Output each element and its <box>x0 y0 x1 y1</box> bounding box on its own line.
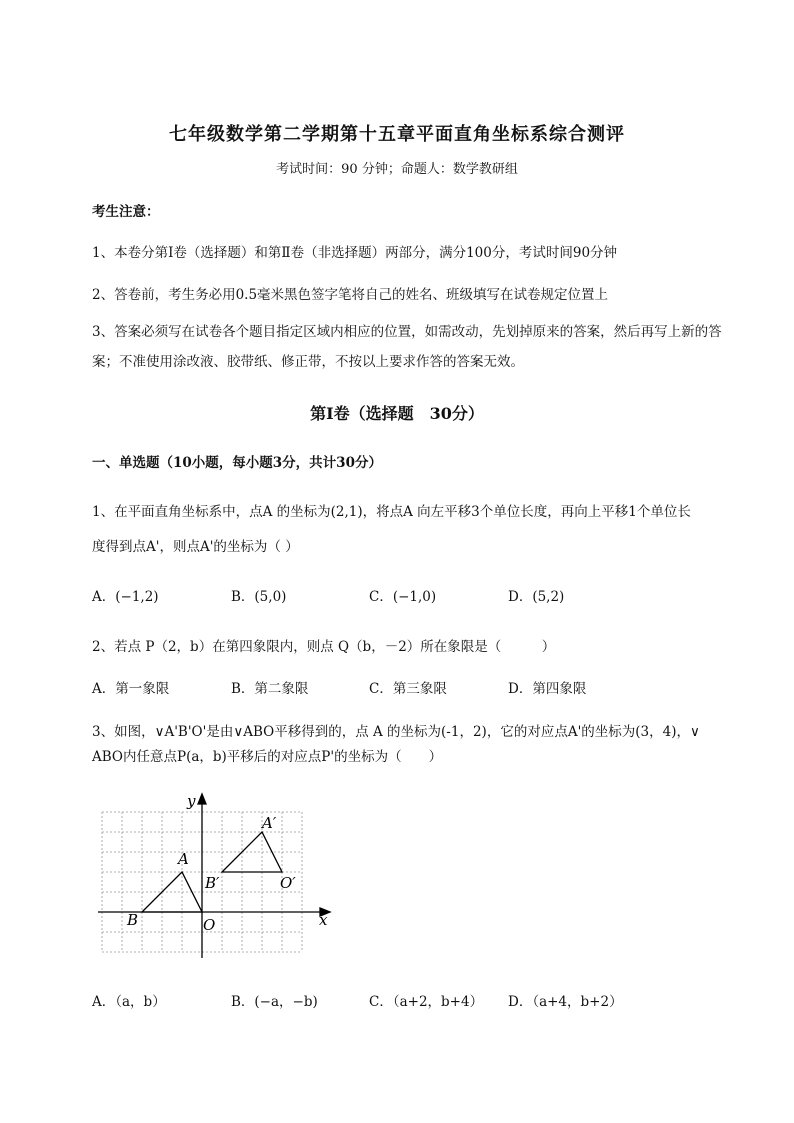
point-B-prime-label: B′ <box>205 874 220 892</box>
q2-option-d: D．第四象限 <box>508 681 587 697</box>
question-3-line-2: ABO内任意点P(a，b)平移后的对应点P'的坐标为（ ） <box>92 749 443 765</box>
q3-option-a: A．（a，b） <box>92 994 166 1010</box>
y-axis-arrow <box>198 794 206 804</box>
note-item-3: 3、答案必须写在试卷各个题目指定区域内相应的位置，如需改动，先划掉原来的答案，然后再写上新的答案；不准使用涂改液、胶带纸、修正带，不按以上要求作答的答案无效。 <box>92 324 722 370</box>
point-B-label: B <box>127 911 139 929</box>
q3-option-b: B．(−a，−b) <box>231 994 318 1010</box>
part-heading: 一、单选题（10小题，每小题3分，共计30分） <box>92 455 382 471</box>
q3-option-d: D．（a+4，b+2） <box>508 994 623 1010</box>
point-A-label: A <box>178 850 189 868</box>
point-A-prime-label: A′ <box>262 814 277 832</box>
point-O-prime-label: O′ <box>280 874 296 892</box>
origin-label: O <box>203 916 216 934</box>
exam-title: 七年级数学第二学期第十五章平面直角坐标系综合测评 <box>169 124 625 145</box>
y-axis-label: y <box>187 792 196 810</box>
q1-option-b: B．(5,0) <box>231 589 287 605</box>
question-2-text: 2、若点 P（2，b）在第四象限内，则点 Q（b，－2）所在象限是（ ） <box>92 639 556 655</box>
exam-subtitle: 考试时间：90 分钟；命题人：数学教研组 <box>276 162 518 177</box>
note-item-1: 1、本卷分第Ⅰ卷（选择题）和第Ⅱ卷（非选择题）两部分，满分100分，考试时间90分钟 <box>92 245 618 261</box>
q3-option-c: C．（a+2，b+4） <box>369 994 484 1010</box>
question-1-line-2: 度得到点A'，则点A'的坐标为（ ） <box>92 539 299 555</box>
q2-option-b: B．第二象限 <box>231 681 309 697</box>
question-1-line-1: 1、在平面直角坐标系中，点A 的坐标为(2,1)，将点A 向左平移3个单位长度，再向上平移1个单位长 <box>92 504 691 520</box>
q1-option-c: C．(−1,0) <box>369 589 437 605</box>
notes-heading: 考生注意： <box>92 204 160 220</box>
q1-option-d: D．(5,2) <box>508 589 565 605</box>
q2-option-c: C．第三象限 <box>369 681 447 697</box>
q1-option-a: A．(−1,2) <box>92 589 159 605</box>
q2-option-a: A．第一象限 <box>92 681 170 697</box>
question-3-line-1: 3、如图，∨A'B'O'是由∨ABO平移得到的，点 A 的坐标为(-1，2)，它的对应点A'的坐标为(3，4)，∨ <box>92 724 700 740</box>
section-title: 第Ⅰ卷（选择题 30分） <box>310 404 484 423</box>
coordinate-grid-figure <box>90 790 340 965</box>
x-axis-label: x <box>319 911 328 929</box>
note-item-2: 2、答卷前，考生务必用0.5毫米黑色签字笔将自己的姓名、班级填写在试卷规定位置上 <box>92 287 609 303</box>
